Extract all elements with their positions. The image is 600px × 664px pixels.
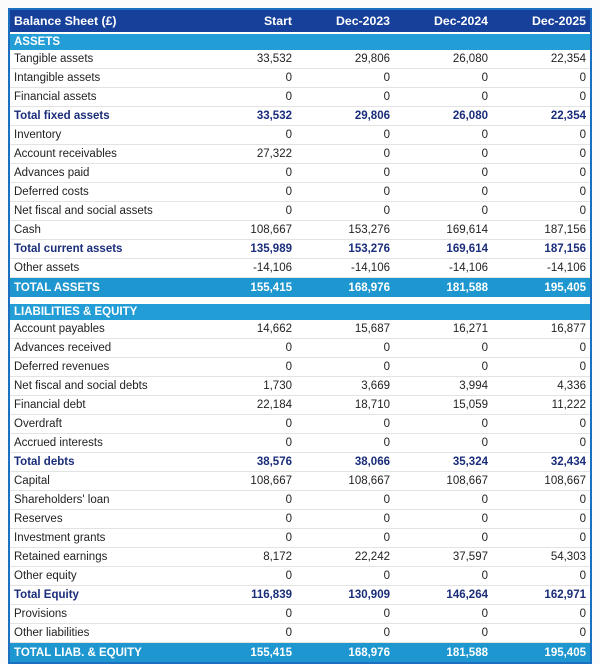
subtotal-row — [10, 107, 590, 126]
table-row — [10, 69, 590, 88]
balance-sheet-table — [8, 8, 592, 664]
cell-value: 27,322 — [256, 148, 292, 160]
grand-total-value: 181,588 — [446, 646, 488, 659]
row-label: Provisions — [14, 608, 68, 620]
subtotal-row — [10, 586, 590, 605]
cell-value: 3,994 — [459, 380, 488, 392]
table-row — [10, 567, 590, 586]
cell-value: 187,156 — [544, 243, 586, 255]
cell-value: 0 — [579, 342, 586, 354]
cell-value: 0 — [383, 437, 390, 449]
section-header-liabilities-equity — [10, 304, 590, 320]
cell-value: 0 — [383, 129, 390, 141]
cell-value: -14,106 — [448, 262, 488, 274]
cell-value: 0 — [481, 570, 488, 582]
cell-value: 0 — [481, 418, 488, 430]
cell-value: 0 — [579, 186, 586, 198]
cell-value: 162,971 — [544, 589, 586, 601]
cell-value: 0 — [579, 148, 586, 160]
cell-value: 0 — [481, 72, 488, 84]
cell-value: 8,172 — [263, 551, 292, 563]
cell-value: 11,222 — [551, 399, 586, 411]
subtotal-row — [10, 453, 590, 472]
grand-total-label: TOTAL LIAB. & EQUITY — [14, 646, 142, 659]
cell-value: 22,242 — [354, 551, 390, 563]
cell-value: 0 — [481, 167, 488, 179]
cell-value: 0 — [579, 72, 586, 84]
row-label: Shareholders' loan — [14, 494, 110, 506]
table-header-row — [10, 10, 590, 32]
table-row — [10, 510, 590, 529]
cell-value: 0 — [383, 532, 390, 544]
row-label: Capital — [14, 475, 50, 487]
table-row — [10, 415, 590, 434]
table-row — [10, 548, 590, 567]
row-label: Financial assets — [14, 91, 97, 103]
column-header: Dec-2025 — [531, 14, 586, 28]
table-row — [10, 491, 590, 510]
cell-value: -14,106 — [350, 262, 390, 274]
cell-value: 0 — [481, 627, 488, 639]
cell-value: 22,354 — [550, 53, 586, 65]
row-label: Advances paid — [14, 167, 90, 179]
row-label: Total Equity — [14, 589, 79, 601]
cell-value: 0 — [481, 91, 488, 103]
cell-value: 18,710 — [354, 399, 390, 411]
cell-value: 3,669 — [361, 380, 390, 392]
table-row — [10, 183, 590, 202]
cell-value: 54,303 — [550, 551, 586, 563]
row-label: Investment grants — [14, 532, 106, 544]
row-label: Other assets — [14, 262, 80, 274]
cell-value: 0 — [579, 494, 586, 506]
cell-value: 0 — [481, 186, 488, 198]
table-row — [10, 145, 590, 164]
table-row — [10, 377, 590, 396]
cell-value: 0 — [383, 418, 390, 430]
cell-value: 0 — [383, 361, 390, 373]
row-label: Advances received — [14, 342, 112, 354]
cell-value: 0 — [579, 129, 586, 141]
cell-value: 0 — [285, 205, 292, 217]
grand-total-value: 168,976 — [348, 281, 390, 294]
row-label: Inventory — [14, 129, 62, 141]
grand-total-row-assets — [10, 278, 590, 297]
cell-value: 153,276 — [348, 243, 390, 255]
cell-value: -14,106 — [546, 262, 586, 274]
row-label: Other equity — [14, 570, 77, 582]
cell-value: 0 — [481, 513, 488, 525]
cell-value: 0 — [579, 91, 586, 103]
cell-value: 169,614 — [446, 224, 488, 236]
cell-value: 4,336 — [557, 380, 586, 392]
cell-value: 0 — [579, 205, 586, 217]
cell-value: 130,909 — [348, 589, 390, 601]
cell-value: 0 — [383, 186, 390, 198]
cell-value: 0 — [285, 129, 292, 141]
cell-value: 0 — [285, 532, 292, 544]
cell-value: 0 — [383, 570, 390, 582]
cell-value: 0 — [285, 72, 292, 84]
cell-value: 33,532 — [256, 110, 292, 122]
table-title: Balance Sheet (£) — [14, 14, 117, 28]
section-title: ASSETS — [14, 36, 61, 48]
cell-value: 0 — [285, 513, 292, 525]
cell-value: 29,806 — [354, 110, 390, 122]
cell-value: 0 — [285, 494, 292, 506]
table-row — [10, 320, 590, 339]
table-row — [10, 126, 590, 145]
table-row — [10, 624, 590, 643]
row-label: Intangible assets — [14, 72, 101, 84]
cell-value: 187,156 — [544, 224, 586, 236]
column-header: Dec-2024 — [433, 14, 488, 28]
cell-value: 0 — [481, 148, 488, 160]
cell-value: 0 — [383, 342, 390, 354]
cell-value: 15,687 — [354, 323, 390, 335]
cell-value: 0 — [383, 148, 390, 160]
grand-total-value: 195,405 — [544, 281, 586, 294]
row-label: Financial debt — [14, 399, 86, 411]
cell-value: 0 — [285, 186, 292, 198]
cell-value: 0 — [285, 570, 292, 582]
row-label: Accrued interests — [14, 437, 103, 449]
row-label: Deferred costs — [14, 186, 89, 198]
row-label: Reserves — [14, 513, 63, 525]
cell-value: 26,080 — [452, 110, 488, 122]
table-row — [10, 259, 590, 278]
table-row — [10, 396, 590, 415]
row-label: Net fiscal and social debts — [14, 380, 148, 392]
cell-value: 0 — [579, 627, 586, 639]
cell-value: 0 — [579, 570, 586, 582]
cell-value: 116,839 — [251, 589, 292, 601]
cell-value: 15,059 — [452, 399, 488, 411]
cell-value: 0 — [285, 91, 292, 103]
cell-value: 33,532 — [256, 53, 292, 65]
grand-total-label: TOTAL ASSETS — [14, 281, 100, 294]
grand-total-row-liabilities-equity — [10, 643, 590, 662]
cell-value: 0 — [579, 532, 586, 544]
row-label: Deferred revenues — [14, 361, 110, 373]
grand-total-value: 155,415 — [250, 646, 292, 659]
table-row — [10, 339, 590, 358]
cell-value: 0 — [383, 608, 390, 620]
cell-value: 108,667 — [250, 475, 292, 487]
row-label: Total debts — [14, 456, 75, 468]
row-label: Total fixed assets — [14, 110, 110, 122]
cell-value: 26,080 — [452, 53, 488, 65]
table-row — [10, 221, 590, 240]
table-row — [10, 529, 590, 548]
cell-value: 108,667 — [544, 475, 586, 487]
cell-value: 0 — [481, 494, 488, 506]
cell-value: 0 — [481, 532, 488, 544]
column-header: Start — [263, 14, 292, 28]
cell-value: 22,354 — [550, 110, 586, 122]
cell-value: 0 — [579, 437, 586, 449]
cell-value: 146,264 — [446, 589, 488, 601]
cell-value: 1,730 — [263, 380, 292, 392]
section-title: LIABILITIES & EQUITY — [14, 306, 138, 318]
row-label: Retained earnings — [14, 551, 108, 563]
cell-value: 0 — [285, 437, 292, 449]
cell-value: 0 — [579, 361, 586, 373]
table-row — [10, 605, 590, 624]
table-body — [10, 34, 590, 662]
cell-value: 108,667 — [446, 475, 488, 487]
cell-value: 0 — [383, 494, 390, 506]
cell-value: 0 — [481, 129, 488, 141]
cell-value: 16,271 — [452, 323, 488, 335]
cell-value: 0 — [383, 627, 390, 639]
cell-value: -14,106 — [252, 262, 292, 274]
cell-value: 22,184 — [256, 399, 292, 411]
cell-value: 0 — [383, 205, 390, 217]
cell-value: 0 — [481, 342, 488, 354]
grand-total-value: 195,405 — [544, 646, 586, 659]
cell-value: 0 — [285, 608, 292, 620]
cell-value: 0 — [579, 167, 586, 179]
cell-value: 0 — [285, 342, 292, 354]
cell-value: 108,667 — [250, 224, 292, 236]
cell-value: 38,066 — [354, 456, 390, 468]
cell-value: 37,597 — [452, 551, 488, 563]
row-label: Account payables — [14, 323, 105, 335]
cell-value: 0 — [383, 167, 390, 179]
cell-value: 0 — [383, 513, 390, 525]
grand-total-value: 181,588 — [446, 281, 488, 294]
cell-value: 32,434 — [550, 456, 586, 468]
table-row — [10, 202, 590, 221]
subtotal-row — [10, 240, 590, 259]
table-row — [10, 472, 590, 491]
cell-value: 35,324 — [452, 456, 488, 468]
cell-value: 0 — [481, 437, 488, 449]
cell-value: 16,877 — [550, 323, 586, 335]
row-label: Account receivables — [14, 148, 117, 160]
row-label: Other liabilities — [14, 627, 90, 639]
table-row — [10, 358, 590, 377]
row-label: Total current assets — [14, 243, 123, 255]
cell-value: 29,806 — [354, 53, 390, 65]
table-row — [10, 50, 590, 69]
cell-value: 0 — [285, 627, 292, 639]
cell-value: 0 — [285, 361, 292, 373]
grand-total-value: 155,415 — [250, 281, 292, 294]
row-label: Cash — [14, 224, 41, 236]
row-label: Tangible assets — [14, 53, 94, 65]
section-header-assets — [10, 34, 590, 50]
cell-value: 0 — [579, 608, 586, 620]
column-header: Dec-2023 — [335, 14, 390, 28]
cell-value: 0 — [481, 608, 488, 620]
cell-value: 135,989 — [250, 243, 292, 255]
section-gap — [10, 297, 590, 304]
table-row — [10, 88, 590, 107]
cell-value: 14,662 — [256, 323, 292, 335]
row-label: Overdraft — [14, 418, 62, 430]
cell-value: 0 — [285, 418, 292, 430]
cell-value: 0 — [579, 418, 586, 430]
row-label: Net fiscal and social assets — [14, 205, 153, 217]
cell-value: 0 — [579, 513, 586, 525]
cell-value: 38,576 — [256, 456, 292, 468]
cell-value: 0 — [383, 72, 390, 84]
cell-value: 169,614 — [446, 243, 488, 255]
cell-value: 108,667 — [348, 475, 390, 487]
table-row — [10, 164, 590, 183]
cell-value: 0 — [481, 205, 488, 217]
grand-total-value: 168,976 — [348, 646, 390, 659]
cell-value: 0 — [481, 361, 488, 373]
cell-value: 0 — [285, 167, 292, 179]
table-row — [10, 434, 590, 453]
cell-value: 0 — [383, 91, 390, 103]
cell-value: 153,276 — [348, 224, 390, 236]
